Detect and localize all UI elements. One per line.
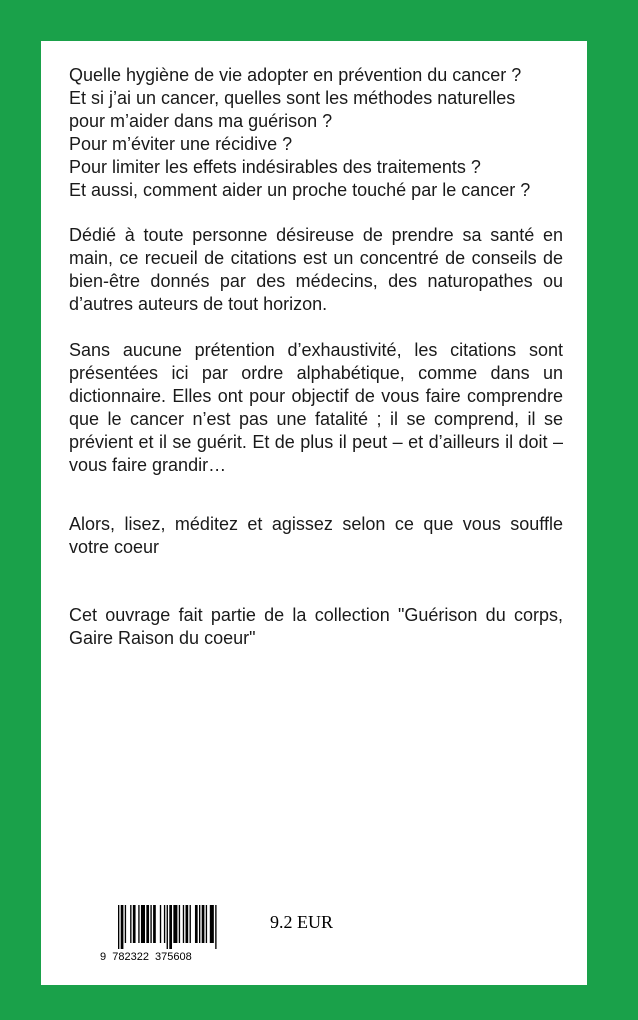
barcode-bar: [125, 905, 126, 943]
collection-paragraph: Cet ouvrage fait partie de la collection "Guérison du corps, Gaire Raison du coeur": [69, 605, 563, 648]
back-cover-page: [41, 41, 587, 985]
isbn-barcode: [100, 905, 280, 971]
barcode-bar: [173, 905, 177, 943]
barcode-bar: [141, 905, 145, 943]
price-label: 9.2 EUR: [270, 912, 333, 932]
isbn-digits: 9 782322 375608: [100, 951, 192, 963]
barcode-bar: [138, 905, 139, 943]
barcode-icon: [100, 905, 280, 949]
invitation-paragraph: Alors, lisez, méditez et agissez selon ce que vous souffle votre coeur: [69, 514, 563, 557]
barcode-bar: [160, 905, 161, 943]
barcode-bar: [146, 905, 149, 943]
question-line: Et aussi, comment aider un proche touché par le cancer ?: [69, 180, 531, 200]
barcode-bar: [150, 905, 151, 943]
barcode-bar: [169, 905, 172, 949]
barcode-bar: [199, 905, 200, 943]
barcode-bar: [202, 905, 205, 943]
question-line: Et si j’ai un cancer, quelles sont les méthodes naturelles: [69, 88, 516, 108]
barcode-bar: [133, 905, 136, 943]
barcode-bar: [164, 905, 165, 943]
question-line: Pour m’éviter une récidive ?: [69, 134, 293, 154]
barcode-bar: [130, 905, 131, 943]
question-line: Quelle hygiène de vie adopter en prévention du cancer ?: [69, 65, 522, 85]
barcode-bar: [190, 905, 191, 943]
barcode-bar: [167, 905, 168, 949]
barcode-bar: [210, 905, 214, 943]
barcode-bar: [215, 905, 216, 949]
dedication-paragraph: Dédié à toute personne désireuse de prendre sa santé en main, ce recueil de citations est un concentré de conseils de bien-être donnés par des médecins, des naturopathes ou d’autres auteurs de tout horizon.: [69, 225, 563, 314]
barcode-bar: [179, 905, 180, 943]
barcode-bar: [186, 905, 189, 943]
intro-questions: [69, 64, 563, 202]
barcode-bar: [153, 905, 156, 943]
barcode-bar: [118, 905, 119, 949]
barcode-bar: [183, 905, 184, 943]
question-line: Pour limiter les effets indésirables des traitements ?: [69, 157, 481, 177]
barcode-bar: [206, 905, 207, 943]
question-line: pour m’aider dans ma guérison ?: [69, 111, 333, 131]
barcode-bar: [121, 905, 124, 949]
presentation-paragraph: Sans aucune prétention d’exhaustivité, les citations sont présentées ici par ordre alphabétique, comme dans un dictionnaire. Elles ont pour objectif de vous faire comprendre que le cancer n’est pas une fatalité ; il se comprend, il se prévient et il se guérit. Et de plus il peut – et d’ailleurs il doit – vous faire grandir…: [69, 340, 563, 475]
barcode-bar: [195, 905, 198, 943]
